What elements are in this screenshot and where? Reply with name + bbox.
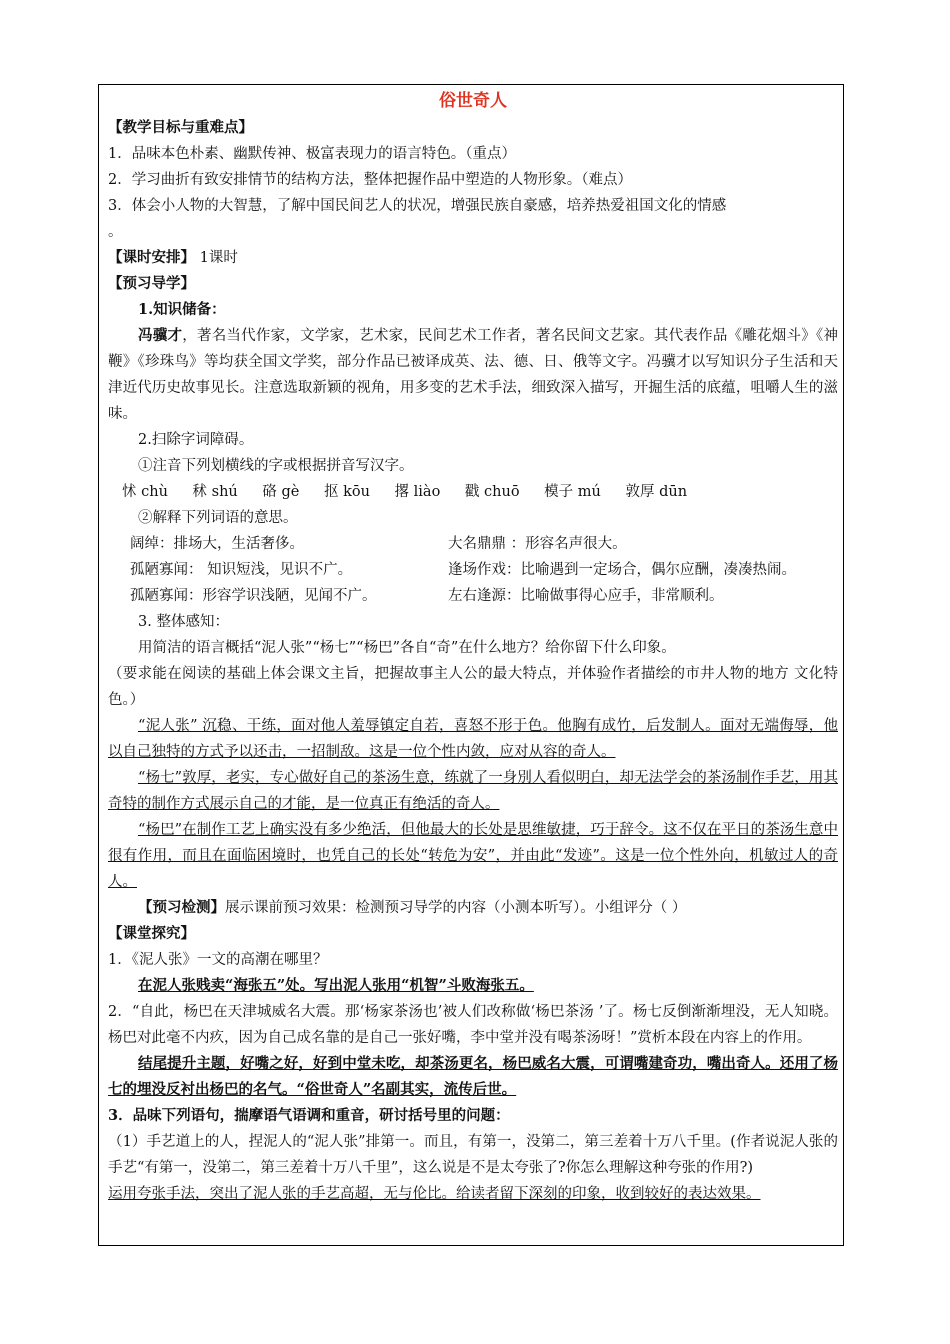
goal-item-3-end: 。	[108, 224, 123, 240]
definition-right: 左右逢源：比喻做事得心应手，非常顺利。	[448, 588, 724, 604]
pinyin-item: 敦厚 dūn	[625, 484, 688, 500]
goal-item-1: 1．品味本色朴素、幽默传神、极富表现力的语言特色。（重点）	[108, 146, 516, 162]
pinyin-row	[108, 479, 838, 505]
schedule-heading: 【课时安排】	[108, 249, 195, 266]
goal-item-3: 3．体会小人物的大智慧，了解中国民间艺人的状况，增强民族自豪感，培养热爱祖国文化的情感	[108, 198, 727, 214]
explore-a1: 在泥人张贱卖“海张五”处。写出泥人张用“机智”斗败海张五。	[138, 977, 534, 994]
explore-q1: 1．《泥人张》一文的高潮在哪里？	[108, 952, 328, 968]
explore-q3-1: （1）手艺道上的人，捏泥人的“泥人张”排第一。而且，有第一，没第二，第三差着十万八千里。(作者说泥人张的手艺“有第一，没第二，第三差着十万八千里”，这么说是不是太夸张了?你怎么理解这种夸张的作用?)	[108, 1134, 838, 1176]
definition-right: 大名鼎鼎 ：形容名声很大。	[448, 536, 627, 552]
definition-left: 孤陋寡闻： 知识短浅，见识不广。	[130, 562, 353, 578]
check-line	[108, 895, 838, 921]
schedule-line	[108, 245, 838, 271]
goal-item-2: 2．学习曲折有致安排情节的结构方法，整体把握作品中塑造的人物形象。（难点）	[108, 172, 632, 188]
overall-question: 用简洁的语言概括“泥人张”“杨七”“杨巴”各自“奇”在什么地方？给你留下什么印象。	[138, 640, 676, 656]
definition-row	[108, 557, 838, 583]
explore-a2: 结尾提升主题，好嘴之好，好到中堂未吃，却茶汤更名，杨巴威名大震，可谓嘴建奇功，嘴出奇人。还用了杨七的埋没反衬出杨巴的名气。“俗世奇人”名副其实，流传后世。	[108, 1055, 838, 1098]
pinyin-item: 硌 gè	[262, 484, 300, 500]
pinyin-item: 抠 kōu	[323, 484, 370, 500]
definition-row	[108, 531, 838, 557]
pinyin-item: 撂 liào	[394, 484, 441, 500]
explore-q3: 3．品味下列语句，揣摩语气语调和重音，研讨括号里的问题：	[108, 1107, 510, 1124]
pinyin-heading: ①注音下列划横线的字或根据拼音写汉字。	[138, 458, 414, 474]
goals-heading: 【教学目标与重难点】	[108, 119, 253, 136]
answer-nirenzhang: “泥人张” 沉稳、干练，面对他人羞辱镇定自若，喜怒不形于色。他胸有成竹，后发制人。面对无端侮辱，他以自己独特的方式予以还击，一招制敌。这是一位个性内敛，应对从容的奇人。	[108, 718, 838, 760]
author-name: 冯骥才	[138, 327, 183, 344]
pinyin-item: 模子 mú	[544, 484, 601, 500]
pinyin-item: 怵 chù	[122, 484, 168, 500]
check-heading: 【预习检测】	[138, 899, 225, 916]
document-content	[108, 88, 838, 1207]
words-heading: 2.扫除字词障碍。	[138, 432, 254, 448]
preview-heading: 【预习导学】	[108, 275, 195, 292]
explore-heading: 【课堂探究】	[108, 925, 195, 942]
definition-left: 阔绰：排场大，生活奢侈。	[130, 536, 304, 552]
pinyin-item: 秫 shú	[192, 484, 238, 500]
definition-right: 逢场作戏：比喻遇到一定场合，偶尔应酬，凑凑热闹。	[448, 562, 796, 578]
meaning-heading: ②解释下列词语的意思。	[138, 510, 298, 526]
overall-question-note: （要求能在阅读的基础上体会课文主旨，把握故事主人公的最大特点，并体验作者描绘的市井人物的地方 文化特色。）	[108, 666, 838, 708]
knowledge-heading: 1.知识储备：	[138, 301, 226, 318]
author-text: ，著名当代作家，文学家，艺术家，民间艺术工作者，著名民间文艺家。其代表作品《雕花烟斗》《神鞭》《珍珠鸟》等均获全国文学奖，部分作品已被译成英、法、德、日、俄等文字。冯骥才以写知识分子生活和天津近代历史故事见长。注意选取新颖的视角，用多变的艺术手法，细致深入描写，开掘生活的底蕴，咀嚼人生的滋味。	[108, 328, 838, 422]
answer-yangba: “杨巴”在制作工艺上确实没有多少绝活，但他最大的长处是思维敏捷，巧于辞令。这不仅在平日的茶汤生意中很有作用，而且在面临困境时，也凭自己的长处“转危为安”，并由此“发迹”。这是一位个性外向，机敏过人的奇人。	[108, 822, 838, 890]
author-paragraph	[108, 323, 838, 427]
pinyin-item: 戳 chuō	[464, 484, 520, 500]
schedule-value: 1课时	[199, 250, 238, 266]
definition-left: 孤陋寡闻：形容学识浅陋，见闻不广。	[130, 588, 377, 604]
explore-q2: 2．“自此，杨巴在天津城威名大震。那‘杨家茶汤也’被人们改称做‘杨巴茶汤 ’了。杨七反倒渐渐埋没，无人知晓。杨巴对此毫不内疚，因为自己成名靠的是自己一张好嘴，李中堂并没有喝茶汤呀！”赏析本段在内容上的作用。	[108, 1004, 838, 1046]
check-text: 展示课前预习效果：检测预习导学的内容（小测本听写）。小组评分（ ）	[225, 900, 687, 916]
page-title: 俗世奇人	[439, 91, 507, 111]
overall-heading: 3. 整体感知：	[138, 614, 229, 630]
definition-row	[108, 583, 838, 609]
explore-a3-1: 运用夸张手法，突出了泥人张的手艺高超，无与伦比。给读者留下深刻的印象，收到较好的表达效果。	[108, 1186, 761, 1202]
answer-yangqi: “杨七”敦厚，老实，专心做好自己的茶汤生意，练就了一身別人看似明白，却无法学会的茶汤制作手艺，用其奇特的制作方式展示自己的才能，是一位真正有绝活的奇人。	[108, 770, 838, 812]
